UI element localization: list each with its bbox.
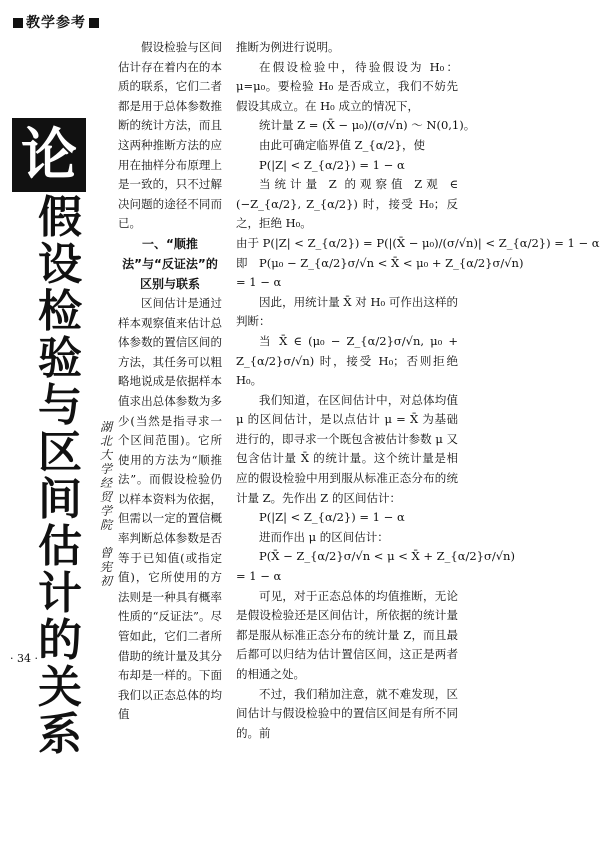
affiliation-char: 北	[99, 434, 112, 448]
affiliation-char: 学	[99, 462, 112, 476]
title-char: 验	[38, 333, 82, 384]
title-char: 与	[38, 380, 82, 431]
body-paragraph: 不过，我们稍加注意，就不难发现，区间估计与假设检验中的置信区间是有所不同的。前	[236, 686, 458, 740]
title-char: 区	[38, 427, 82, 478]
body-paragraph: 区间估计是通过样本观察值来估计总体参数的置信区间的方法，其任务可以粗略地说成是依据样本值求出总体参数为多少(当然是指寻求一个区间范围)。它所使用的方法为“顺推法”。而假设检验仍以样本资料为依据，但需以一定的置信概率判断总体参数是否等于已知值(或指定值)，它所使用的方法则是一种具有概率性质的“反证法”。尽管如此，它们二者所借助的统计量及其分布却是一样的。下面我们以正态总体的均值	[118, 295, 222, 722]
title-char: 间	[38, 474, 82, 525]
author-byline	[96, 420, 116, 588]
affiliation-char: 学	[99, 504, 112, 518]
body-paragraph: 由此可确定临界值 Z_{α/2}，使	[259, 137, 425, 152]
square-bullet-icon	[89, 18, 99, 28]
title-char: 假	[38, 192, 82, 243]
title-char: 估	[38, 521, 82, 572]
text-column-left	[118, 38, 222, 725]
section-heading: 一、“顺推法”与“反证法”的区别与联系	[122, 236, 218, 291]
body-paragraph: 进而作出 μ 的区间估计：	[259, 529, 389, 544]
affiliation-char: 湖	[99, 420, 112, 434]
title-char: 的	[38, 615, 82, 666]
formula-line: = 1 − α	[236, 569, 282, 584]
affiliation-char: 院	[99, 518, 112, 532]
formula-line: = 1 − α	[236, 275, 282, 290]
square-bullet-icon	[13, 18, 23, 28]
affiliation-char: 贸	[99, 490, 112, 504]
section-header-label: 教学参考	[26, 15, 86, 31]
page-number: · 34 ·	[10, 652, 38, 665]
author-name-char: 初	[99, 574, 112, 588]
author-name-char: 宪	[99, 560, 112, 574]
author-name-char: 曾	[99, 546, 112, 560]
title-char: 检	[38, 286, 82, 337]
body-paragraph: 当 X̄ ∈ (μ₀ − Z_{α/2}σ/√n, μ₀ + Z_{α/2}σ/√n) 时，接受 H₀；否则拒绝 H₀。	[236, 333, 458, 388]
article-title	[32, 194, 88, 758]
body-paragraph: 在假设检验中，待验假设为 H₀：μ=μ₀。要检验 H₀ 是否成立，我们不妨先假设其成立。在 H₀ 成立的情况下，	[236, 59, 458, 113]
formula-line: P(X̄ − Z_{α/2}σ/√n < μ < X̄ + Z_{α/2}σ/√n)	[259, 549, 515, 564]
section-header	[10, 12, 102, 32]
text-column-right	[236, 38, 600, 743]
title-char: 关	[38, 662, 82, 713]
body-paragraph: 当统计量 Z 的观察值 Z观 ∈ (−Z_{α/2}, Z_{α/2}) 时，接受 H₀；反之，拒绝 H₀。	[236, 177, 458, 231]
affiliation-char: 大	[99, 448, 112, 462]
title-char: 系	[38, 709, 82, 760]
intro-paragraph: 假设检验与区间估计存在着内在的本质的联系，它们二者都是用于总体参数推断的统计方法，而且这两种推断方法的应用在抽样分布原理上是一致的，只不过解决问题的途径不同而已。	[118, 40, 222, 231]
title-char: 计	[38, 568, 82, 619]
formula-line: 即 P(μ₀ − Z_{α/2}σ/√n < X̄ < μ₀ + Z_{α/2}σ/√n)	[236, 255, 524, 270]
affiliation-char: 经	[99, 476, 112, 490]
formula-line: P(|Z| < Z_{α/2}) = 1 − α	[259, 510, 405, 525]
byline-spacer	[96, 532, 116, 546]
title-first-char: 论	[12, 118, 86, 192]
body-paragraph: 因此，用统计量 X̄ 对 H₀ 可作出这样的判断：	[236, 294, 458, 329]
formula-line: P(|Z| < Z_{α/2}) = 1 − α	[259, 157, 405, 172]
body-paragraph: 我们知道，在区间估计中，对总体均值 μ 的区间估计，是以点估计 μ = X̄ 为基础进行的，即寻求一个既包含被估计参数 μ 又包含估计量 X̄ 的统计量。这个统计量是相应的假设检验中用到服从标准正态分布的统计量 Z。先作出 Z 的区间估计：	[236, 392, 458, 505]
body-paragraph: 可见，对于正态总体的均值推断，无论是假设检验还是区间估计，所依据的统计量都是服从标准正态分布的统计量 Z，而且最后都可以归结为估计置信区间，这正是两者的相通之处。	[236, 588, 458, 681]
formula-line: 由于 P(|Z| < Z_{α/2}) = P(|(X̄ − μ₀)/(σ/√n)| < Z_{α/2}) = 1 − α	[236, 235, 600, 250]
title-char: 设	[38, 239, 82, 290]
formula-line: 统计量 Z = (X̄ − μ₀)/(σ/√n) ～ N(0,1)。	[259, 118, 476, 133]
body-paragraph: 推断为例进行说明。	[236, 40, 340, 54]
